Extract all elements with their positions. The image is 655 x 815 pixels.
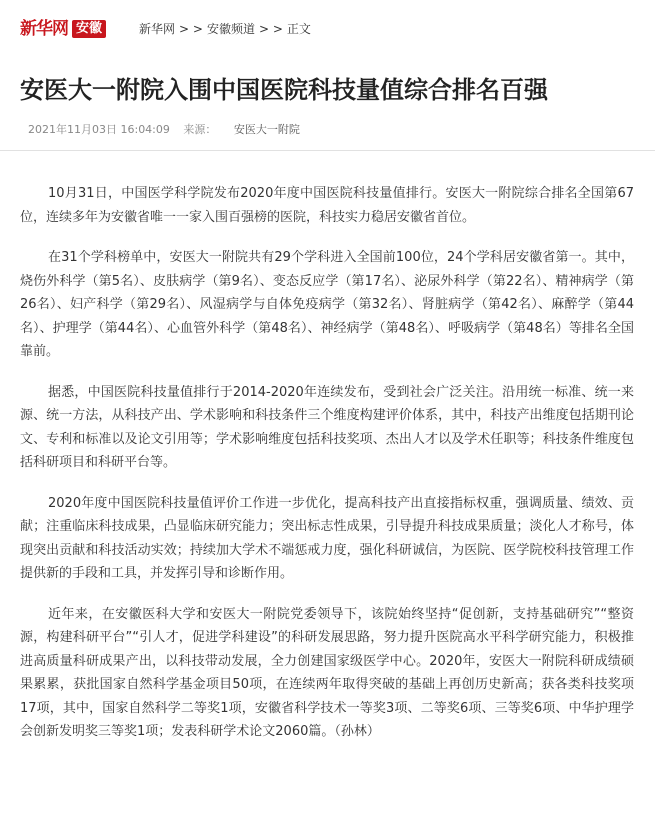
breadcrumb-home-link[interactable]: 新华网 <box>139 22 176 36</box>
article-paragraph: 近年来，在安徽医科大学和安医大一附院党委领导下，该院始终坚持“促创新，支持基础研究”“整资源，构建科研平台”“引人才，促进学科建设”的科研发展思路，努力提升医院高水平科学研究能力，积极推进高质量科研成果产出，以科技带动发展，全力创建国家级医学中心。2020年，安医大一附院科研成绩硕果累累，获批国家自然科学基金项目50项，在连续两年取得突破的基础上再创历史新高；获各类科技奖项17项，其中，国家自然科学二等奖1项，安徽省科学技术一等奖3项、二等奖6项、三等奖6项、中华护理学会创新发明奖三等奖1项；发表科研学术论文2060篇。（孙林） <box>20 606 634 739</box>
logo-channel-tag: 安徽 <box>72 20 106 38</box>
article-body <box>20 182 634 761</box>
article-title: 安医大一附院入围中国医院科技量值综合排名百强 <box>20 76 548 104</box>
site-header <box>0 0 655 48</box>
publish-date: 2021年11月03日 16:04:09 <box>28 123 170 136</box>
breadcrumb <box>139 20 311 38</box>
breadcrumb-channel-link[interactable]: 安徽频道 <box>206 22 255 36</box>
logo-text: 新华网 <box>20 19 68 39</box>
article-paragraph: 据悉，中国医院科技量值排行于2014-2020年连续发布，受到社会广泛关注。沿用统一标准、统一来源、统一方法，从科技产出、学术影响和科技条件三个维度构建评价体系，其中，科技产出维度包括期刊论文、专利和标准以及论文引用等；学术影响维度包括科技奖项、杰出人才以及学术任职等；科技条件维度包括科研项目和科研平台等。 <box>20 384 634 470</box>
source-label: 来源： <box>183 123 217 136</box>
breadcrumb-current: 正文 <box>286 22 311 36</box>
article-meta <box>28 122 300 138</box>
article-paragraph: 在31个学科榜单中，安医大一附院共有29个学科进入全国前100位，24个学科居安徽省第一。其中，烧伤外科学（第5名）、皮肤病学（第9名）、变态反应学（第17名）、泌尿外科学（第22名）、精神病学（第26名）、妇产科学（第29名）、风湿病学与自体免疫病学（第32名）、肾脏病学（第42名）、麻醉学（第44名）、护理学（第44名）、心血管外科学（第48名）、神经病学（第48名）、呼吸病学（第48名）等排名全国靠前。 <box>20 250 634 359</box>
header-divider <box>0 150 655 151</box>
article-paragraph: 2020年度中国医院科技量值评价工作进一步优化，提高科技产出直接指标权重，强调质量、绩效、贡献；注重临床科技成果，凸显临床研究能力；突出标志性成果，引导提升科技成果质量；淡化人才称号，体现突出贡献和科技活动实效；持续加大学术不端惩戒力度，强化科研诚信，为医院、医学院校科技管理工作提供新的手段和工具，并发挥引导和诊断作用。 <box>20 495 634 581</box>
site-logo[interactable] <box>20 18 106 40</box>
article-source: 安医大一附院 <box>233 123 300 136</box>
article-paragraph: 10月31日，中国医学科学院发布2020年度中国医院科技量值排行。安医大一附院综合排名全国第67位，连续多年为安徽省唯一一家入围百强榜的医院，科技实力稳居安徽省首位。 <box>20 186 634 225</box>
breadcrumb-separator: > > <box>179 22 203 36</box>
breadcrumb-separator: > > <box>258 22 283 36</box>
